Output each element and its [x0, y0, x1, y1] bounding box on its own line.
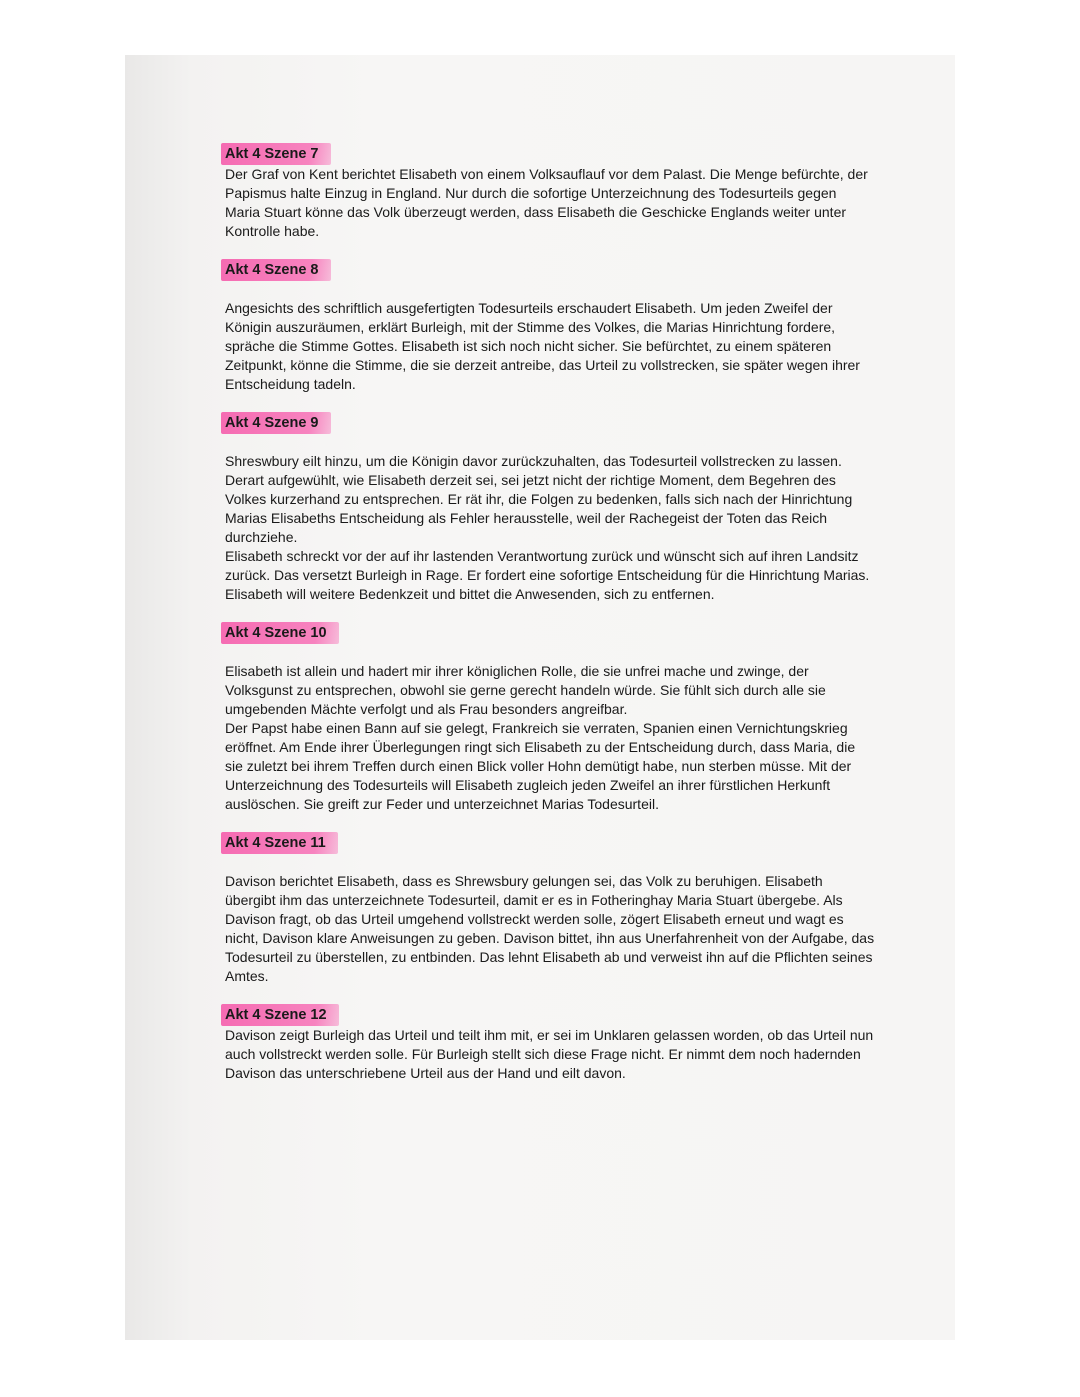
section-heading: Akt 4 Szene 8 [221, 259, 331, 281]
section-heading: Akt 4 Szene 11 [221, 832, 338, 854]
section-text [225, 299, 875, 394]
section-akt4-szene12 [225, 1004, 875, 1083]
section-heading: Akt 4 Szene 7 [221, 143, 331, 165]
document-content [225, 143, 875, 1101]
document-page [125, 55, 955, 1340]
paragraph: Davison berichtet Elisabeth, dass es Shrewsbury gelungen sei, das Volk zu beruhigen. Elisabeth übergibt ihm das unterzeichnete Todesurteil, damit er es in Fotheringhay Maria Stuart übergebe. Als Davison fragt, ob das Urteil umgehend vollstreckt werden solle, zögert Elisabeth erneut und wagt es nicht, Davison klare Anweisungen zu geben. Davison bittet, ihn aus Unerfahrenheit von der Aufgabe, das Todesurteil zu überstellen, zu entbinden. Das lehnt Elisabeth ab und verweist ihn auf die Pflichten seines Amtes. [225, 873, 875, 984]
paragraph: Elisabeth ist allein und hadert mir ihrer königlichen Rolle, die sie unfrei mache und zwinge, der Volksgunst zu entsprechen, obwohl sie gerne gerecht handeln würde. Sie fühlt sich durch alle sie umgebenden Mächte verfolgt und als Frau besonders angreifbar. [225, 663, 826, 717]
section-akt4-szene10 [225, 622, 875, 814]
section-text [225, 662, 875, 814]
paragraph: Shreswbury eilt hinzu, um die Königin davor zurückzuhalten, das Todesurteil vollstrecken zu lassen. Derart aufgewühlt, wie Elisabeth derzeit sei, sei jetzt nicht der richtige Moment, dem Begehren des Volkes kurzerhand zu entsprechen. Er rät ihr, die Folgen zu bedenken, falls sich nach der Hinrichtung Marias Elisabeths Entscheidung als Fehler herausstelle, weil der Rachegeist der Toten das Reich durchziehe. [225, 453, 853, 545]
paragraph: Davison zeigt Burleigh das Urteil und teilt ihm mit, er sei im Unklaren gelassen worden, ob das Urteil nun auch vollstreckt werden solle. Für Burleigh stellt sich diese Frage nicht. Er nimmt dem noch hadernden Davison das unterschriebene Urteil aus der Hand und eilt davon. [225, 1027, 874, 1081]
paragraph: Elisabeth schreckt vor der auf ihr lastenden Verantwortung zurück und wünscht sich auf ihren Landsitz zurück. Das versetzt Burleigh in Rage. Er fordert eine sofortige Entscheidung für die Hinrichtung Marias. Elisabeth will weitere Bedenkzeit und bittet die Anwesenden, sich zu entfernen. [225, 548, 870, 602]
section-text [225, 1026, 875, 1083]
section-akt4-szene8 [225, 259, 875, 394]
paragraph: Angesichts des schriftlich ausgefertigten Todesurteils erschaudert Elisabeth. Um jeden Zweifel der Königin auszuräumen, erklärt Burleigh, mit der Stimme des Volkes, die Marias Hinrichtung fordere, spräche die Stimme Gottes. Elisabeth ist sich noch nicht sicher. Sie befürchtet, zu einem späteren Zeitpunkt, könne die Stimme, die sie derzeit antreibe, das Urteil zu vollstrecken, sie später wegen ihrer Entscheidung tadeln. [225, 300, 860, 392]
paragraph: Der Papst habe einen Bann auf sie gelegt, Frankreich sie verraten, Spanien einen Vernichtungskrieg eröffnet. Am Ende ihrer Überlegungen ringt sich Elisabeth zu der Entscheidung durch, dass Maria, die sie zuletzt bei ihrem Treffen durch einen Blick voller Hohn demütigt habe, nun sterben müsse. Mit der Unterzeichnung des Todesurteils will Elisabeth zugleich jeden Zweifel an ihrer fürstlichen Herkunft auslöschen. Sie greift zur Feder und unterzeichnet Marias Todesurteil. [225, 720, 856, 812]
section-akt4-szene7 [225, 143, 875, 241]
section-heading: Akt 4 Szene 10 [221, 622, 339, 644]
section-text [225, 872, 875, 986]
section-text [225, 165, 875, 241]
section-akt4-szene11 [225, 832, 875, 986]
section-heading: Akt 4 Szene 9 [221, 412, 331, 434]
paragraph: Der Graf von Kent berichtet Elisabeth von einem Volksauflauf vor dem Palast. Die Menge befürchte, der Papismus halte Einzug in England. Nur durch die sofortige Unterzeichnung des Todesurteils gegen Maria Stuart könne das Volk überzeugt werden, dass Elisabeth die Geschicke Englands weiter unter Kontrolle habe. [225, 166, 868, 239]
section-akt4-szene9 [225, 412, 875, 604]
section-heading: Akt 4 Szene 12 [221, 1004, 339, 1026]
section-text [225, 452, 875, 604]
